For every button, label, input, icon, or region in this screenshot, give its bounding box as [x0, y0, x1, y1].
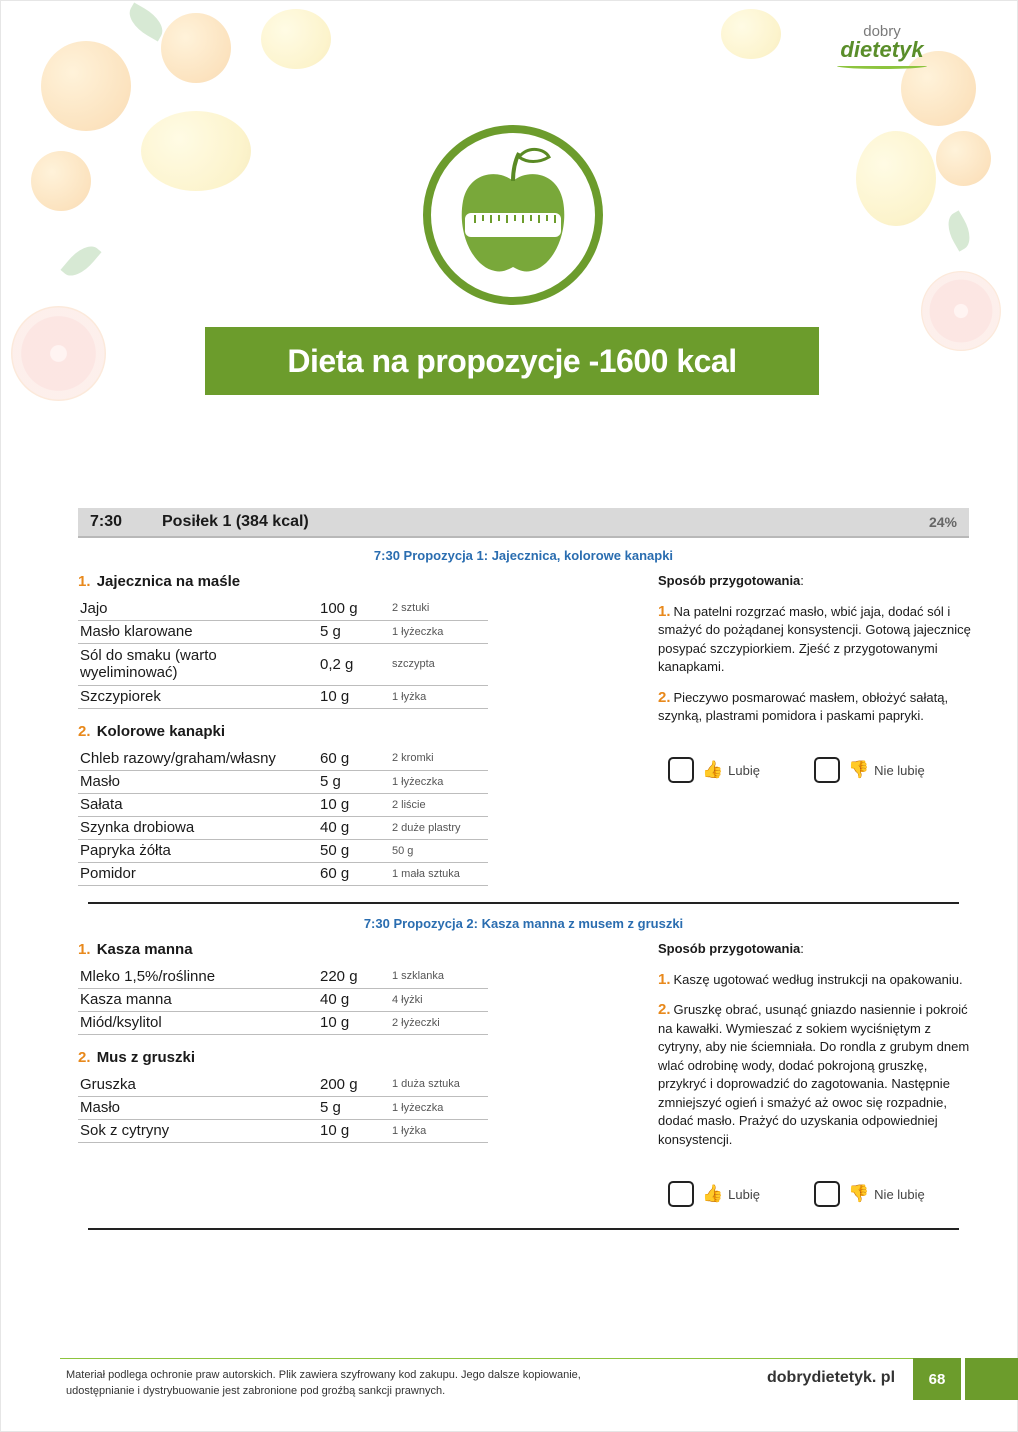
ingredient-amount: 200 g [318, 1073, 390, 1096]
dislike-checkbox[interactable] [814, 1181, 840, 1207]
orange-decoration [936, 131, 991, 186]
grapefruit-decoration [921, 271, 1001, 351]
proposal-title: 7:30 Propozycja 2: Kasza manna z musem z gruszki [363, 916, 684, 931]
meal-label: Posiłek 1 (384 kcal) [162, 513, 309, 530]
brand-logo [827, 25, 937, 85]
ingredient-amount: 60 g [318, 747, 390, 770]
ingredient-name: Papryka żółta [78, 839, 318, 862]
dislike-option[interactable] [814, 1181, 960, 1207]
diet-title: Dieta na propozycje -1600 kcal [287, 342, 737, 379]
group-name: Kolorowe kanapki [96, 723, 226, 740]
table-row [78, 620, 488, 643]
ingredient-measure: 1 duża sztuka [390, 1073, 488, 1096]
table-row [78, 1073, 488, 1096]
ingredient-measure: 2 sztuki [390, 597, 488, 620]
ingredient-measure: 1 łyżeczka [390, 770, 488, 793]
meal-percent: 24% [928, 514, 957, 530]
ingredient-amount: 40 g [318, 816, 390, 839]
table-row [78, 862, 488, 885]
table-row [78, 747, 488, 770]
dislike-label: Nie lubię [874, 762, 925, 778]
step-number: 2. [658, 688, 671, 706]
ingredient-table [78, 597, 488, 709]
footer-website[interactable]: dobrydietetyk. pl [767, 1369, 896, 1386]
like-option[interactable] [668, 1181, 814, 1207]
ingredient-name: Szynka drobiowa [78, 816, 318, 839]
leaf-decoration [941, 210, 976, 251]
ingredient-group-heading [78, 723, 225, 740]
ingredient-table [78, 1073, 488, 1143]
ingredient-name: Mleko 1,5%/roślinne [78, 965, 318, 988]
ingredient-group-heading [78, 941, 193, 958]
leaf-decoration [60, 239, 101, 282]
ingredient-measure: 1 łyżeczka [390, 620, 488, 643]
lemon-decoration [261, 9, 331, 69]
orange-decoration [161, 13, 231, 83]
ingredient-measure: 4 łyżki [390, 988, 488, 1011]
logo-text-main: dietetyk [840, 37, 924, 62]
logo-text-top: dobry [863, 23, 901, 40]
ingredient-name: Masło klarowane [78, 620, 318, 643]
page-number: 68 [913, 1358, 961, 1400]
ingredient-measure: 2 łyżeczki [390, 1011, 488, 1034]
ingredient-amount: 5 g [318, 770, 390, 793]
proposal-title: 7:30 Propozycja 1: Jajecznica, kolorowe kanapki [373, 548, 674, 563]
table-row [78, 597, 488, 620]
preparation-step [658, 603, 972, 677]
ingredient-name: Miód/ksylitol [78, 1011, 318, 1034]
ingredient-amount: 10 g [318, 793, 390, 816]
ingredient-amount: 10 g [318, 685, 390, 708]
meal-time: 7:30 [90, 513, 123, 530]
like-label: Lubię [728, 762, 760, 778]
meal-header [78, 508, 969, 538]
section-divider [88, 902, 959, 904]
ingredient-name: Sól do smaku (warto wyeliminować) [78, 643, 318, 685]
ingredient-name: Gruszka [78, 1073, 318, 1096]
preparation-heading: Sposób przygotowania: [658, 573, 804, 588]
rating-options [668, 756, 968, 784]
table-row [78, 643, 488, 685]
thumbs-up-icon: 👍 [702, 760, 724, 779]
table-row [78, 1119, 488, 1142]
step-number: 2. [658, 1001, 671, 1018]
ingredient-measure: 2 kromki [390, 747, 488, 770]
table-row [78, 793, 488, 816]
dislike-checkbox[interactable] [814, 757, 840, 783]
ingredient-name: Kasza manna [78, 988, 318, 1011]
group-number: 2. [78, 1049, 91, 1066]
ingredient-name: Szczypiorek [78, 685, 318, 708]
ingredient-amount: 10 g [318, 1119, 390, 1142]
ingredient-amount: 220 g [318, 965, 390, 988]
ingredient-name: Masło [78, 770, 318, 793]
table-row [78, 816, 488, 839]
lemon-decoration [856, 131, 936, 226]
ingredient-name: Sok z cytryny [78, 1119, 318, 1142]
ingredient-measure: 1 łyżeczka [390, 1096, 488, 1119]
step-number: 1. [658, 602, 671, 620]
ingredient-amount: 100 g [318, 597, 390, 620]
like-checkbox[interactable] [668, 1181, 694, 1207]
footer-accent-block [965, 1358, 1018, 1400]
step-text: Gruszkę obrać, usunąć gniazdo nasiennie i pokroić na kawałki. Wymieszać z sokiem wyciśniętym z cytryny, aby nie ściemniała. Do rondla z grubym dnem wlać odrobinę wody, dodać pokrojoną gruszkę, przykryć i doprowadzić do zagotowania. Następnie zmniejszyć ogień i smażyć aż owoc się rozpadnie, dodać masło. Prażyć do uzyskania odpowiedniej konsystencji. [658, 1002, 970, 1147]
table-row [78, 839, 488, 862]
orange-decoration [41, 41, 131, 131]
ingredient-table [78, 747, 488, 886]
copyright-notice: Materiał podlega ochronie praw autorskich. Plik zawiera szyfrowany kod zakupu. Jego dalsze kopiowanie, udostępnianie i dystrybuowanie jest zabronione pod groźbą sankcji prawnych. [66, 1369, 581, 1397]
preparation-step [658, 1001, 972, 1149]
thumbs-up-icon: 👍 [702, 1184, 724, 1203]
like-label: Lubię [728, 1186, 760, 1202]
diet-title-banner [205, 327, 819, 395]
like-option[interactable] [668, 757, 814, 783]
ingredient-amount: 50 g [318, 839, 390, 862]
apple-measuring-tape-icon [421, 123, 605, 307]
table-row [78, 965, 488, 988]
lemon-decoration [141, 111, 251, 191]
step-number: 1. [658, 970, 671, 988]
ingredient-name: Pomidor [78, 862, 318, 885]
step-text: Pieczywo posmarować masłem, obłożyć sałatą, szynką, plastrami pomidora i paskami papryki. [658, 689, 949, 723]
ingredient-group-heading [78, 1049, 195, 1066]
group-name: Jajecznica na maśle [96, 573, 241, 590]
orange-decoration [31, 151, 91, 211]
ingredient-amount: 5 g [318, 620, 390, 643]
preparation-section [658, 572, 972, 726]
table-row [78, 770, 488, 793]
ingredient-amount: 40 g [318, 988, 390, 1011]
step-text: Na patelni rozgrzać masło, wbić jaja, dodać sól i smażyć do pożądanej konsystencji. Gotową jajecznicę posypać szczypiorkiem. Zjeść z przygotowanymi kanapkami. [658, 603, 971, 674]
table-row [78, 1011, 488, 1034]
ingredient-measure: 1 mała sztuka [390, 862, 488, 885]
preparation-step [658, 971, 972, 990]
thumbs-down-icon: 👎 [848, 760, 870, 779]
ingredient-measure: 50 g [390, 839, 488, 862]
like-checkbox[interactable] [668, 757, 694, 783]
table-row [78, 1096, 488, 1119]
dislike-label: Nie lubię [874, 1186, 925, 1202]
ingredient-measure: 2 duże plastry [390, 816, 488, 839]
grapefruit-decoration [11, 306, 106, 401]
preparation-section [658, 940, 972, 1149]
ingredient-group-heading [78, 573, 240, 590]
lemon-decoration [721, 9, 781, 59]
rating-options [668, 1180, 968, 1208]
group-number: 1. [78, 941, 91, 958]
ingredient-amount: 0,2 g [318, 643, 390, 685]
ingredient-name: Masło [78, 1096, 318, 1119]
ingredient-measure: 1 szklanka [390, 965, 488, 988]
group-name: Mus z gruszki [96, 1049, 196, 1066]
thumbs-down-icon: 👎 [848, 1184, 870, 1203]
ingredient-measure: 2 liście [390, 793, 488, 816]
step-text: Kaszę ugotować według instrukcji na opakowaniu. [673, 971, 963, 987]
logo-swoosh [837, 63, 927, 69]
footer-rule [60, 1358, 960, 1359]
ingredient-amount: 10 g [318, 1011, 390, 1034]
table-row [78, 988, 488, 1011]
ingredient-name: Jajo [78, 597, 318, 620]
ingredient-name: Sałata [78, 793, 318, 816]
ingredient-name: Chleb razowy/graham/własny [78, 747, 318, 770]
ingredient-table [78, 965, 488, 1035]
ingredient-measure: 1 łyżka [390, 685, 488, 708]
ingredient-amount: 60 g [318, 862, 390, 885]
section-divider [88, 1228, 959, 1230]
dislike-option[interactable] [814, 757, 960, 783]
ingredient-measure: szczypta [390, 643, 488, 685]
group-number: 1. [78, 573, 91, 590]
ingredient-measure: 1 łyżka [390, 1119, 488, 1142]
group-number: 2. [78, 723, 91, 740]
preparation-heading: Sposób przygotowania: [658, 941, 804, 956]
table-row [78, 685, 488, 708]
ingredient-amount: 5 g [318, 1096, 390, 1119]
group-name: Kasza manna [96, 941, 193, 958]
preparation-step [658, 689, 972, 726]
